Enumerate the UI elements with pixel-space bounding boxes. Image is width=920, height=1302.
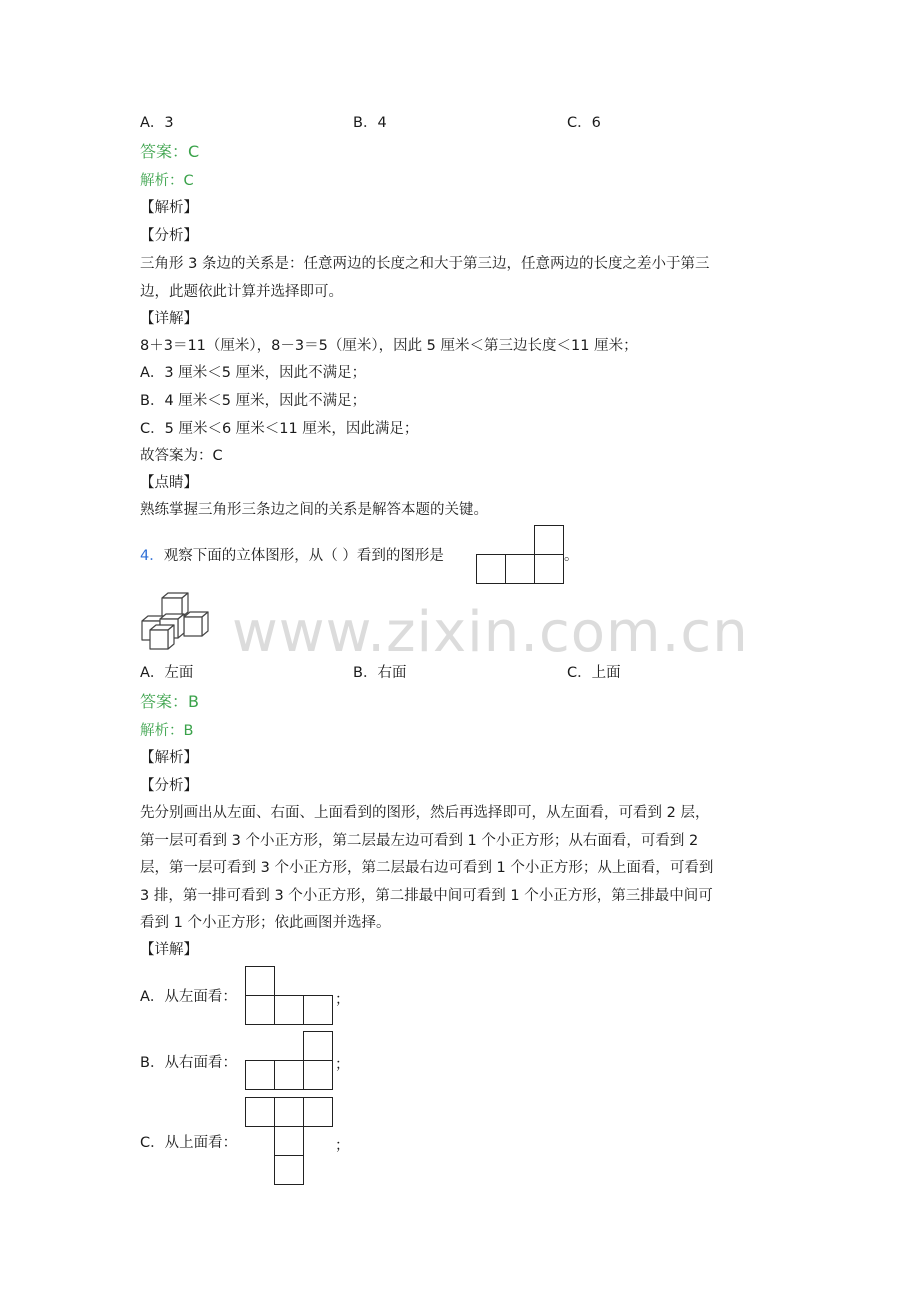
q4-heading-fenxi: 【分析】 xyxy=(140,778,198,794)
q4-analysis-line-2: 第一层可看到 3 个小正方形，第二层最左边可看到 1 个小正方形；从右面看，可看到 2 xyxy=(140,833,699,849)
figure-square xyxy=(534,525,564,555)
q4-jiexi: 解析：B xyxy=(140,723,194,739)
figure-square xyxy=(274,995,304,1025)
q4-analysis-line-3: 层，第一层可看到 3 个小正方形，第二层最右边可看到 1 个小正方形；从上面看，可看到 xyxy=(140,860,714,876)
q4-analysis-line-5: 看到 1 个小正方形；依此画图并选择。 xyxy=(140,915,391,931)
figure-square xyxy=(245,995,275,1025)
q4-option-c: C．上面 xyxy=(567,665,621,681)
q4-stem-text: 观察下面的立体图形，从（ ）看到的图形是 xyxy=(163,548,444,564)
q4-number: 4． xyxy=(140,548,164,564)
q3-conclusion: 故答案为：C xyxy=(140,448,223,464)
q4-stem-end: 。 xyxy=(564,548,579,564)
q4-analysis-line-4: 3 排，第一排可看到 3 个小正方形，第二排最中间可看到 1 个小正方形，第三排最中间可 xyxy=(140,888,713,904)
semicolon: ； xyxy=(335,1138,350,1154)
q4-view-b-label: B．从右面看： xyxy=(140,1055,237,1071)
q3-dianjing: 熟练掌握三角形三条边之间的关系是解答本题的关键。 xyxy=(140,502,488,518)
figure-square xyxy=(245,1097,275,1127)
q4-view-c-label: C．从上面看： xyxy=(140,1135,238,1151)
q3-detail-a: A．3 厘米＜5 厘米，因此不满足； xyxy=(140,365,367,381)
q4-option-a: A．左面 xyxy=(140,665,194,681)
cube-face xyxy=(168,625,174,649)
q3-detail-line: 8＋3＝11（厘米），8－3＝5（厘米），因此 5 厘米＜第三边长度＜11 厘米； xyxy=(140,338,638,354)
q3-heading-fenxi: 【分析】 xyxy=(140,228,198,244)
figure-square xyxy=(245,1060,275,1090)
q3-heading-xiangjie: 【详解】 xyxy=(140,311,198,327)
q4-heading-xiangjie: 【详解】 xyxy=(140,942,198,958)
figure-square xyxy=(245,966,275,996)
q3-option-c: C．6 xyxy=(567,115,601,131)
cube-face xyxy=(202,612,208,636)
q3-heading-jiexi: 【解析】 xyxy=(140,200,198,216)
q4-view-a-label: A．从左面看： xyxy=(140,989,237,1005)
q3-detail-b: B．4 厘米＜5 厘米，因此不满足； xyxy=(140,393,367,409)
q4-stem xyxy=(140,546,444,566)
q3-analysis-line-1: 三角形 3 条边的关系是：任意两边的长度之和大于第三边，任意两边的长度之差小于第三 xyxy=(140,256,710,272)
watermark: www.zixin.com.cn xyxy=(232,600,749,665)
q4-answer: 答案：B xyxy=(140,692,199,711)
figure-square xyxy=(303,995,333,1025)
q3-heading-dianjing: 【点睛】 xyxy=(140,475,198,491)
figure-square xyxy=(274,1097,304,1127)
figure-square xyxy=(505,554,535,584)
q4-analysis-line-1: 先分别画出从左面、右面、上面看到的图形，然后再选择即可，从左面看，可看到 2 层， xyxy=(140,805,710,821)
q3-jiexi: 解析：C xyxy=(140,173,194,189)
q3-option-b: B．4 xyxy=(353,115,387,131)
figure-square xyxy=(303,1060,333,1090)
figure-square xyxy=(303,1097,333,1127)
figure-square xyxy=(274,1126,304,1156)
cube-stack-figure xyxy=(138,590,212,654)
semicolon: ； xyxy=(335,992,350,1008)
semicolon: ； xyxy=(335,1057,350,1073)
figure-square xyxy=(274,1060,304,1090)
cube-face xyxy=(184,617,202,636)
q4-heading-jiexi: 【解析】 xyxy=(140,750,198,766)
figure-square xyxy=(303,1031,333,1061)
q3-option-a: A．3 xyxy=(140,115,174,131)
figure-square xyxy=(534,554,564,584)
figure-square xyxy=(274,1155,304,1185)
figure-square xyxy=(476,554,506,584)
q4-option-b: B．右面 xyxy=(353,665,407,681)
q3-detail-c: C．5 厘米＜6 厘米＜11 厘米，因此满足； xyxy=(140,421,419,437)
cube-face xyxy=(178,614,184,638)
cube-face xyxy=(150,630,168,649)
q3-answer: 答案：C xyxy=(140,142,200,161)
q3-analysis-line-2: 边，此题依此计算并选择即可。 xyxy=(140,284,343,300)
